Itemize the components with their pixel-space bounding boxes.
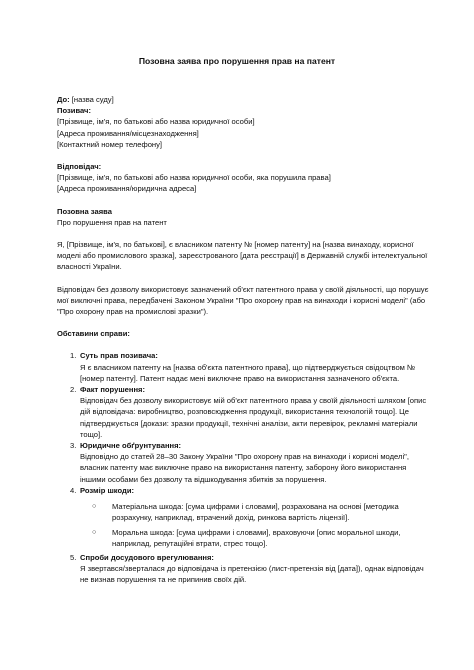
document-title: Позовна заява про порушення прав на патент	[138, 56, 336, 66]
paragraph-violation: Відповідач без дозволу використовує зазначений об'єкт патентного права у своїй діяльності, що порушує мої виключні права, передбачені Законом України "Про охорону прав на винаходи і корисні моделі" (або "Про охорону прав на промислові зразки").	[57, 284, 429, 317]
to-value: [назва суду]	[71, 95, 114, 104]
sub-list-item	[80, 501, 429, 523]
to-label: До:	[57, 95, 70, 104]
item-text: Відповідач без дозволу використовує мій об'єкт патентного права у своїй діяльності шляхом [опис дій відповідача: виробництво, розповсюдження продукції, використання технологій тощо]. Це підтверджується [докази: зразки продукції, технічні аналізи, акти перевірок, рекламні матеріали тощо].	[80, 396, 427, 439]
item-text: Я звертався/зверталася до відповідача із претензією (лист-претензія від [дата]), однак відповідач не визнав порушення та не припинив своїх дій.	[80, 564, 424, 585]
item-number: 3.	[70, 441, 77, 451]
plaintiff-heading: Позивач:	[57, 106, 91, 116]
damages-list	[80, 501, 429, 549]
item-number: 5.	[70, 552, 77, 562]
sub-item-text: Моральна шкода: [сума цифрами і словами], враховуючи [опис моральної шкоди, наприклад, репутаційні втрати, стрес тощо].	[112, 527, 401, 548]
document-body	[57, 94, 429, 586]
item-title: Факт порушення:	[80, 385, 146, 395]
plaintiff-line: [Контактний номер телефону]	[57, 139, 163, 149]
item-title: Суть прав позивача:	[80, 351, 158, 361]
sub-item-text: Матеріальна шкода: [сума цифрами і словами], розрахована на основі [методика розрахунку, наприклад, втрачений дохід, ринкова вартість ліцензії].	[112, 502, 399, 523]
paragraph-ownership: Я, [Прізвище, ім'я, по батькові], є власником патенту № [номер патенту] на [назва винаходу, корисної моделі або промислового зразка], зареєстрованого [дата реєстрації] в Державній службі інтелектуальної власності України.	[57, 240, 428, 272]
claim-subtitle: Про порушення прав на патент	[57, 217, 167, 227]
item-text: Відповідно до статей 28–30 Закону України "Про охорону прав на винаходи і корисні моделі", власник патенту має виключне право на використання патенту, заборону його використання іншими особами без дозволу та відшкодування збитків за порушення.	[80, 452, 409, 484]
item-text: Я є власником патенту на [назва об'єкта патентного права], що підтверджується свідоцтвом № [номер патенту]. Патент надає мені виключне право на використання зазначеного об'єкта.	[80, 362, 416, 383]
circle-bullet-icon: ○	[92, 503, 97, 511]
defendant-heading: Відповідач:	[57, 162, 102, 172]
defendant-line: [Прізвище, ім'я, по батькові або назва юридичної особи, яка порушила права]	[57, 173, 331, 183]
circumstances-heading: Обставини справи:	[57, 329, 130, 339]
sub-list-item	[80, 527, 429, 549]
item-title: Юридичне обґрунтування:	[80, 441, 182, 451]
item-number: 2.	[70, 385, 77, 395]
circle-bullet-icon: ○	[92, 528, 97, 536]
item-title: Спроби досудового врегулювання:	[80, 552, 214, 562]
list-item	[57, 485, 429, 549]
defendant-line: [Адреса проживання/юридична адреса]	[57, 184, 197, 194]
claim-heading: Позовна заява	[57, 206, 112, 216]
item-number: 4.	[70, 485, 77, 495]
item-title: Розмір шкоди:	[80, 485, 135, 495]
circumstances-list	[57, 350, 429, 585]
list-item	[57, 552, 429, 586]
plaintiff-line: [Адреса проживання/місцезнаходження]	[57, 128, 199, 138]
court-line	[57, 94, 429, 105]
list-item	[57, 384, 429, 440]
list-item	[57, 350, 429, 384]
list-item	[57, 440, 429, 485]
plaintiff-line: [Прізвище, ім'я, по батькові або назва юридичної особи]	[57, 117, 255, 127]
item-number: 1.	[70, 351, 77, 361]
